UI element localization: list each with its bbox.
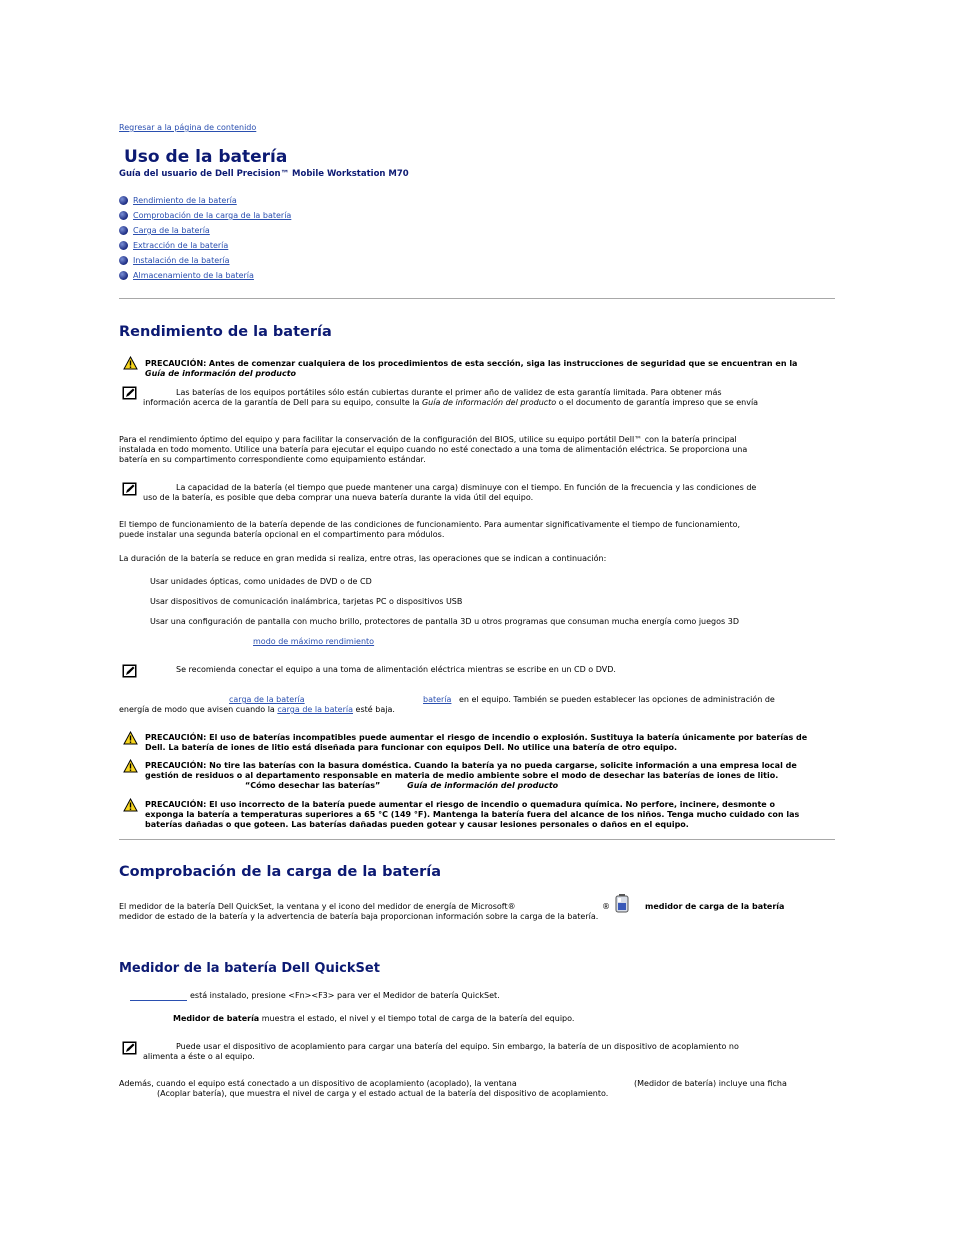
caution-label: PRECAUCIÓN:: [145, 733, 207, 742]
bold-term: medidor de carga de la batería: [645, 902, 785, 911]
caution-text: [145, 761, 840, 791]
divider: [119, 839, 835, 840]
battery-charge-link[interactable]: carga de la batería: [277, 705, 353, 714]
bullet-icon: [119, 196, 128, 205]
toc-item: [119, 238, 291, 253]
caution-label: PRECAUCIÓN:: [145, 800, 207, 809]
note-line: alimenta a éste o al equipo.: [143, 1052, 255, 1061]
note-icon: [122, 664, 137, 678]
doc-reference: Guía de información del producto: [407, 781, 559, 790]
toc-item: [119, 208, 291, 223]
note-icon: [122, 1041, 137, 1055]
max-performance-mode-link[interactable]: modo de máximo rendimiento: [253, 637, 375, 646]
caution-line: El uso de baterías incompatibles puede aumentar el riesgo de incendio o explosión. Sustituya la batería únicamente por baterías de: [209, 733, 808, 742]
doc-reference: Guía de información del producto: [421, 398, 557, 407]
paragraph-line: está instalado, presione <Fn><F3> para ver el Medidor de batería QuickSet.: [190, 991, 500, 1000]
caution-line: gestión de residuos o al departamento responsable en materia de medio ambiente sobre el modo de desechar las baterías de iones de litio.: [145, 771, 779, 780]
note-text: [143, 1042, 843, 1062]
page-title: Uso de la batería: [124, 147, 288, 167]
warning-icon: [123, 798, 138, 812]
paragraph-line: Para el rendimiento óptimo del equipo y para facilitar la conservación de la configuración del BIOS, utilice su equipo portátil Dell™ con la batería principal: [119, 435, 737, 444]
note-line: información acerca de la garantía de Dell para su equipo, consulte la: [143, 398, 420, 407]
toc-link-comprobacion[interactable]: Comprobación de la carga de la batería: [133, 211, 292, 220]
bullet-icon: [119, 226, 128, 235]
note-text: [143, 388, 843, 408]
bullet-icon: [119, 271, 128, 280]
caution-line: No tire las baterías con la basura doméstica. Cuando la batería ya no pueda cargarse, solicite información a una empresa local de: [209, 761, 797, 770]
battery-charge-link[interactable]: carga de la batería: [229, 695, 305, 704]
note-text: [143, 483, 843, 503]
caution-text: [145, 359, 835, 379]
battery-meter-icon: [614, 893, 630, 917]
toc-link-carga[interactable]: Carga de la batería: [133, 226, 210, 235]
section-heading-quickset: Medidor de la batería Dell QuickSet: [119, 961, 380, 976]
back-to-contents-link[interactable]: Regresar a la página de contenido: [119, 123, 257, 132]
caution-text: [145, 733, 840, 753]
warning-icon: [123, 759, 138, 773]
paragraph-line: (Acoplar batería), que muestra el nivel de carga y el estado actual de la batería del dispositivo de acoplamiento.: [157, 1089, 609, 1098]
divider: [119, 298, 835, 299]
paragraph-line: esté baja.: [355, 705, 395, 714]
paragraph: [119, 520, 839, 540]
toc-item: [119, 193, 291, 208]
toc-item: [119, 253, 291, 268]
toc-item: [119, 223, 291, 238]
note-line: Puede usar el dispositivo de acoplamiento para cargar una batería del equipo. Sin embargo, la batería de un dispositivo de acoplamiento no: [176, 1042, 739, 1051]
note-line: La capacidad de la batería (el tiempo que puede mantener una carga) disminuye con el tiempo. En función de la frecuencia y las condiciones de: [176, 483, 757, 492]
paragraph: [173, 1014, 574, 1024]
note-line: Las baterías de los equipos portátiles sólo están cubiertas durante el primer año de validez de esta garantía limitada. Para obtener más: [176, 388, 722, 397]
note-icon: [122, 386, 137, 400]
paragraph-line: El tiempo de funcionamiento de la batería depende de las condiciones de funcionamiento. Para aumentar significativamente el tiempo de funcionamiento,: [119, 520, 741, 529]
battery-link[interactable]: batería: [423, 695, 452, 704]
paragraph-line: en el equipo. También se pueden establecer las opciones de administración de: [459, 695, 775, 704]
caution-line: exponga la batería a temperaturas superiores a 65 °C (149 °F). Mantenga la batería fuera del alcance de los niños. Tenga mucho cuidado con las: [145, 810, 800, 819]
bullet-icon: [119, 211, 128, 220]
registered-mark: ®: [602, 902, 610, 911]
list-item: Usar dispositivos de comunicación inalámbrica, tarjetas PC o dispositivos USB: [150, 597, 463, 606]
caution-line: Dell. La batería de iones de litio está diseñada para funcionar con equipos Dell. No utilice una batería de otro equipo.: [145, 743, 678, 752]
bullet-icon: [119, 256, 128, 265]
doc-reference: Guía de información del producto: [145, 369, 297, 378]
paragraph-line: instalada en todo momento. Utilice una batería para ejecutar el equipo cuando no esté conectado a una toma de alimentación eléctrica. Se proporciona una: [119, 445, 748, 454]
paragraph-line: energía de modo que avisen cuando la: [119, 705, 275, 714]
toc-link-rendimiento[interactable]: Rendimiento de la batería: [133, 196, 237, 205]
note-line: uso de la batería, es posible que deba comprar una nueva batería durante la vida útil del equipo.: [143, 493, 534, 502]
warning-icon: [123, 731, 138, 745]
paragraph: La duración de la batería se reduce en gran medida si realiza, entre otras, las operaciones que se indican a continuación:: [119, 554, 607, 563]
paragraph-line: batería en su compartimento correspondiente como equipamiento estándar.: [119, 455, 426, 464]
bullet-icon: [119, 241, 128, 250]
caution-line: baterías dañadas o que goteen. Las baterías dañadas pueden gotear y causar lesiones personales o daños en el equipo.: [145, 820, 689, 829]
warning-icon: [123, 356, 138, 370]
note-icon: [122, 482, 137, 496]
note-text: Se recomienda conectar el equipo a una toma de alimentación eléctrica mientras se escribe en un CD o DVD.: [176, 665, 616, 674]
paragraph: [119, 435, 839, 465]
paragraph-line: puede instalar una segunda batería opcional en el compartimento para módulos.: [119, 530, 445, 539]
paragraph-line: Además, cuando el equipo está conectado a un dispositivo de acoplamiento (acoplado), la ventana: [119, 1079, 517, 1088]
list-item: Usar unidades ópticas, como unidades de DVD o de CD: [150, 577, 372, 586]
paragraph-line: El medidor de la batería Dell QuickSet, la ventana y el icono del medidor de energía de Microsoft®: [119, 902, 516, 911]
underline-link[interactable]: [130, 1000, 187, 1001]
caution-label: PRECAUCIÓN:: [145, 359, 207, 368]
page-subtitle: Guía del usuario de Dell Precision™ Mobile Workstation M70: [119, 169, 409, 179]
note-line: o el documento de garantía impreso que se envía: [558, 398, 759, 407]
caution-text: [145, 800, 840, 830]
list-item: Usar una configuración de pantalla con mucho brillo, protectores de pantalla 3D u otros programas que consuman mucha energía como juegos 3D: [150, 617, 739, 626]
table-of-contents: [119, 193, 291, 283]
toc-link-extraccion[interactable]: Extracción de la batería: [133, 241, 229, 250]
bold-term: Medidor de batería: [173, 1014, 260, 1023]
toc-link-almacenamiento[interactable]: Almacenamiento de la batería: [133, 271, 254, 280]
paragraph: [119, 705, 395, 715]
caution-line: “Cómo desechar las baterías”: [245, 781, 381, 790]
section-heading-comprobacion: Comprobación de la carga de la batería: [119, 864, 441, 880]
caution-line: El uso incorrecto de la batería puede aumentar el riesgo de incendio o quemadura química. No perfore, incinere, desmonte o: [209, 800, 776, 809]
toc-link-instalacion[interactable]: Instalación de la batería: [133, 256, 230, 265]
toc-item: [119, 268, 291, 283]
paragraph-line: (Medidor de batería) incluye una ficha: [634, 1079, 787, 1088]
paragraph-line: medidor de estado de la batería y la advertencia de batería baja proporcionan información sobre la carga de la batería.: [119, 912, 599, 921]
caution-body: Antes de comenzar cualquiera de los procedimientos de esta sección, siga las instrucciones de seguridad que se encuentran en la: [208, 359, 798, 368]
section-heading-rendimiento: Rendimiento de la batería: [119, 324, 332, 340]
caution-label: PRECAUCIÓN:: [145, 761, 207, 770]
paragraph-line: muestra el estado, el nivel y el tiempo total de carga de la batería del equipo.: [261, 1014, 575, 1023]
